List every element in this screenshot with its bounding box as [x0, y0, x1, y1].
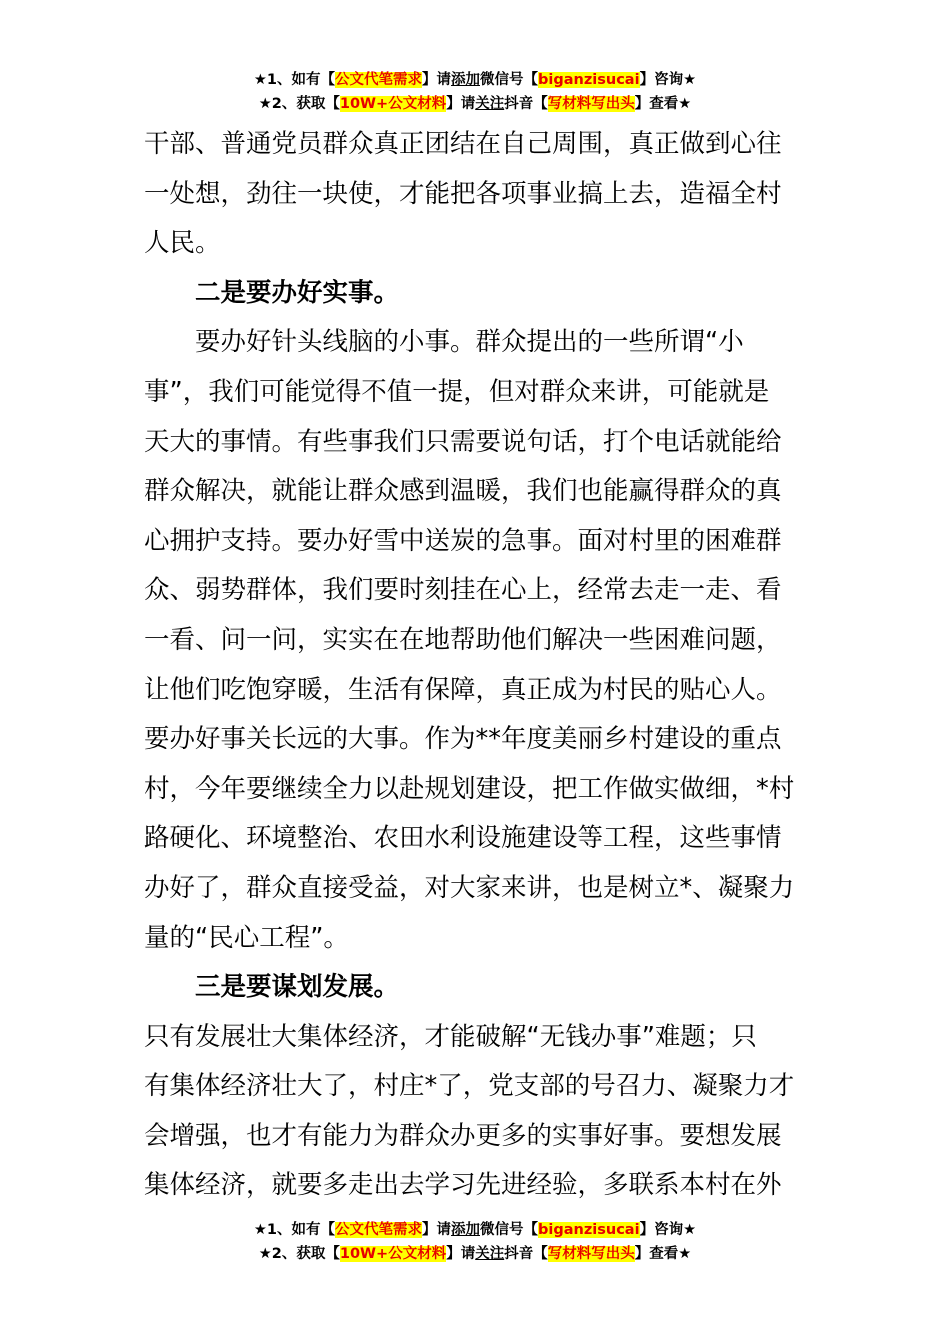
- banner-highlight: 写材料写出头: [547, 1246, 635, 1262]
- banner-text: 】咨询★: [639, 1222, 697, 1238]
- banner-highlight: 写材料写出头: [547, 96, 635, 112]
- body-line: 天大的事情。有些事我们只需要说句话，打个电话就能给: [144, 426, 782, 457]
- banner-underline: 添加: [451, 72, 481, 88]
- banner-text: 】请: [422, 72, 452, 88]
- banner-line-2: [0, 1242, 950, 1266]
- body-line: 会增强，也才有能力为群众办更多的实事好事。要想发展: [144, 1120, 782, 1151]
- body-line: 路硬化、环境整治、农田水利设施建设等工程，这些事情: [144, 823, 782, 854]
- banner-line-1: [0, 68, 950, 92]
- body-line: 要办好事关长远的大事。作为**年度美丽乡村建设的重点: [144, 724, 782, 755]
- banner-text: 抖音【: [504, 96, 548, 112]
- banner-text: 微信号【: [480, 1222, 539, 1238]
- banner-highlight: biganzisucai: [538, 1222, 640, 1238]
- banner-highlight: 10W+公文材料: [339, 96, 447, 112]
- body-line: 办好了，群众直接受益，对大家来讲，也是树立*、凝聚力: [144, 872, 795, 903]
- body-line: 心拥护支持。要办好雪中送炭的急事。面对村里的困难群: [144, 525, 782, 556]
- body-line: 人民。: [144, 228, 221, 259]
- banner-text: 微信号【: [480, 72, 539, 88]
- banner-underline: 关注: [475, 1246, 505, 1262]
- body-line: 一看、问一问，实实在在地帮助他们解决一些困难问题，: [144, 624, 782, 655]
- body-line: 事”，我们可能觉得不值一提，但对群众来讲，可能就是: [144, 376, 770, 407]
- body-line: 群众解决，就能让群众感到温暖，我们也能赢得群众的真: [144, 476, 782, 507]
- header-banner: [0, 68, 950, 116]
- document-body: [144, 120, 810, 1211]
- body-line: 只有发展壮大集体经济，才能破解“无钱办事”难题；只: [144, 1021, 757, 1052]
- section-heading: 二是要办好实事。: [195, 277, 400, 308]
- body-line: 要办好针头线脑的小事。群众提出的一些所谓“小: [195, 327, 744, 358]
- section-heading: 三是要谋划发展。: [195, 972, 400, 1003]
- banner-text: 】请: [422, 1222, 452, 1238]
- banner-text: 抖音【: [504, 1246, 548, 1262]
- banner-text: 】查看★: [634, 1246, 692, 1262]
- banner-underline: 添加: [451, 1222, 481, 1238]
- banner-highlight: 10W+公文材料: [339, 1246, 447, 1262]
- banner-line-2: [0, 92, 950, 116]
- banner-text: ★1、如有【: [253, 72, 336, 88]
- banner-highlight: 公文代笔需求: [335, 1222, 423, 1238]
- banner-highlight: 公文代笔需求: [335, 72, 423, 88]
- body-line: 有集体经济壮大了，村庄*了，党支部的号召力、凝聚力才: [144, 1071, 795, 1102]
- banner-line-1: [0, 1218, 950, 1242]
- banner-text: 】咨询★: [639, 72, 697, 88]
- banner-underline: 关注: [475, 96, 505, 112]
- body-line: 众、弱势群体，我们要时刻挂在心上，经常去走一走、看: [144, 575, 782, 606]
- body-line: 村，今年要继续全力以赴规划建设，把工作做实做细，*村: [144, 773, 795, 804]
- banner-highlight: biganzisucai: [538, 72, 640, 88]
- banner-text: ★2、获取【: [258, 1246, 340, 1262]
- banner-text: 】请: [446, 1246, 476, 1262]
- body-line: 集体经济，就要多走出去学习先进经验，多联系本村在外: [144, 1170, 782, 1201]
- footer-banner: [0, 1218, 950, 1266]
- banner-text: ★2、获取【: [258, 96, 340, 112]
- banner-text: 】查看★: [634, 96, 692, 112]
- banner-text: ★1、如有【: [253, 1222, 336, 1238]
- banner-text: 】请: [446, 96, 476, 112]
- body-line: 让他们吃饱穿暖，生活有保障，真正成为村民的贴心人。: [144, 674, 782, 705]
- body-line: 量的“民心工程”。: [144, 922, 349, 953]
- body-line: 一处想，劲往一块使，才能把各项事业搞上去，造福全村: [144, 178, 782, 209]
- body-line: 干部、普通党员群众真正团结在自己周围，真正做到心往: [144, 129, 782, 159]
